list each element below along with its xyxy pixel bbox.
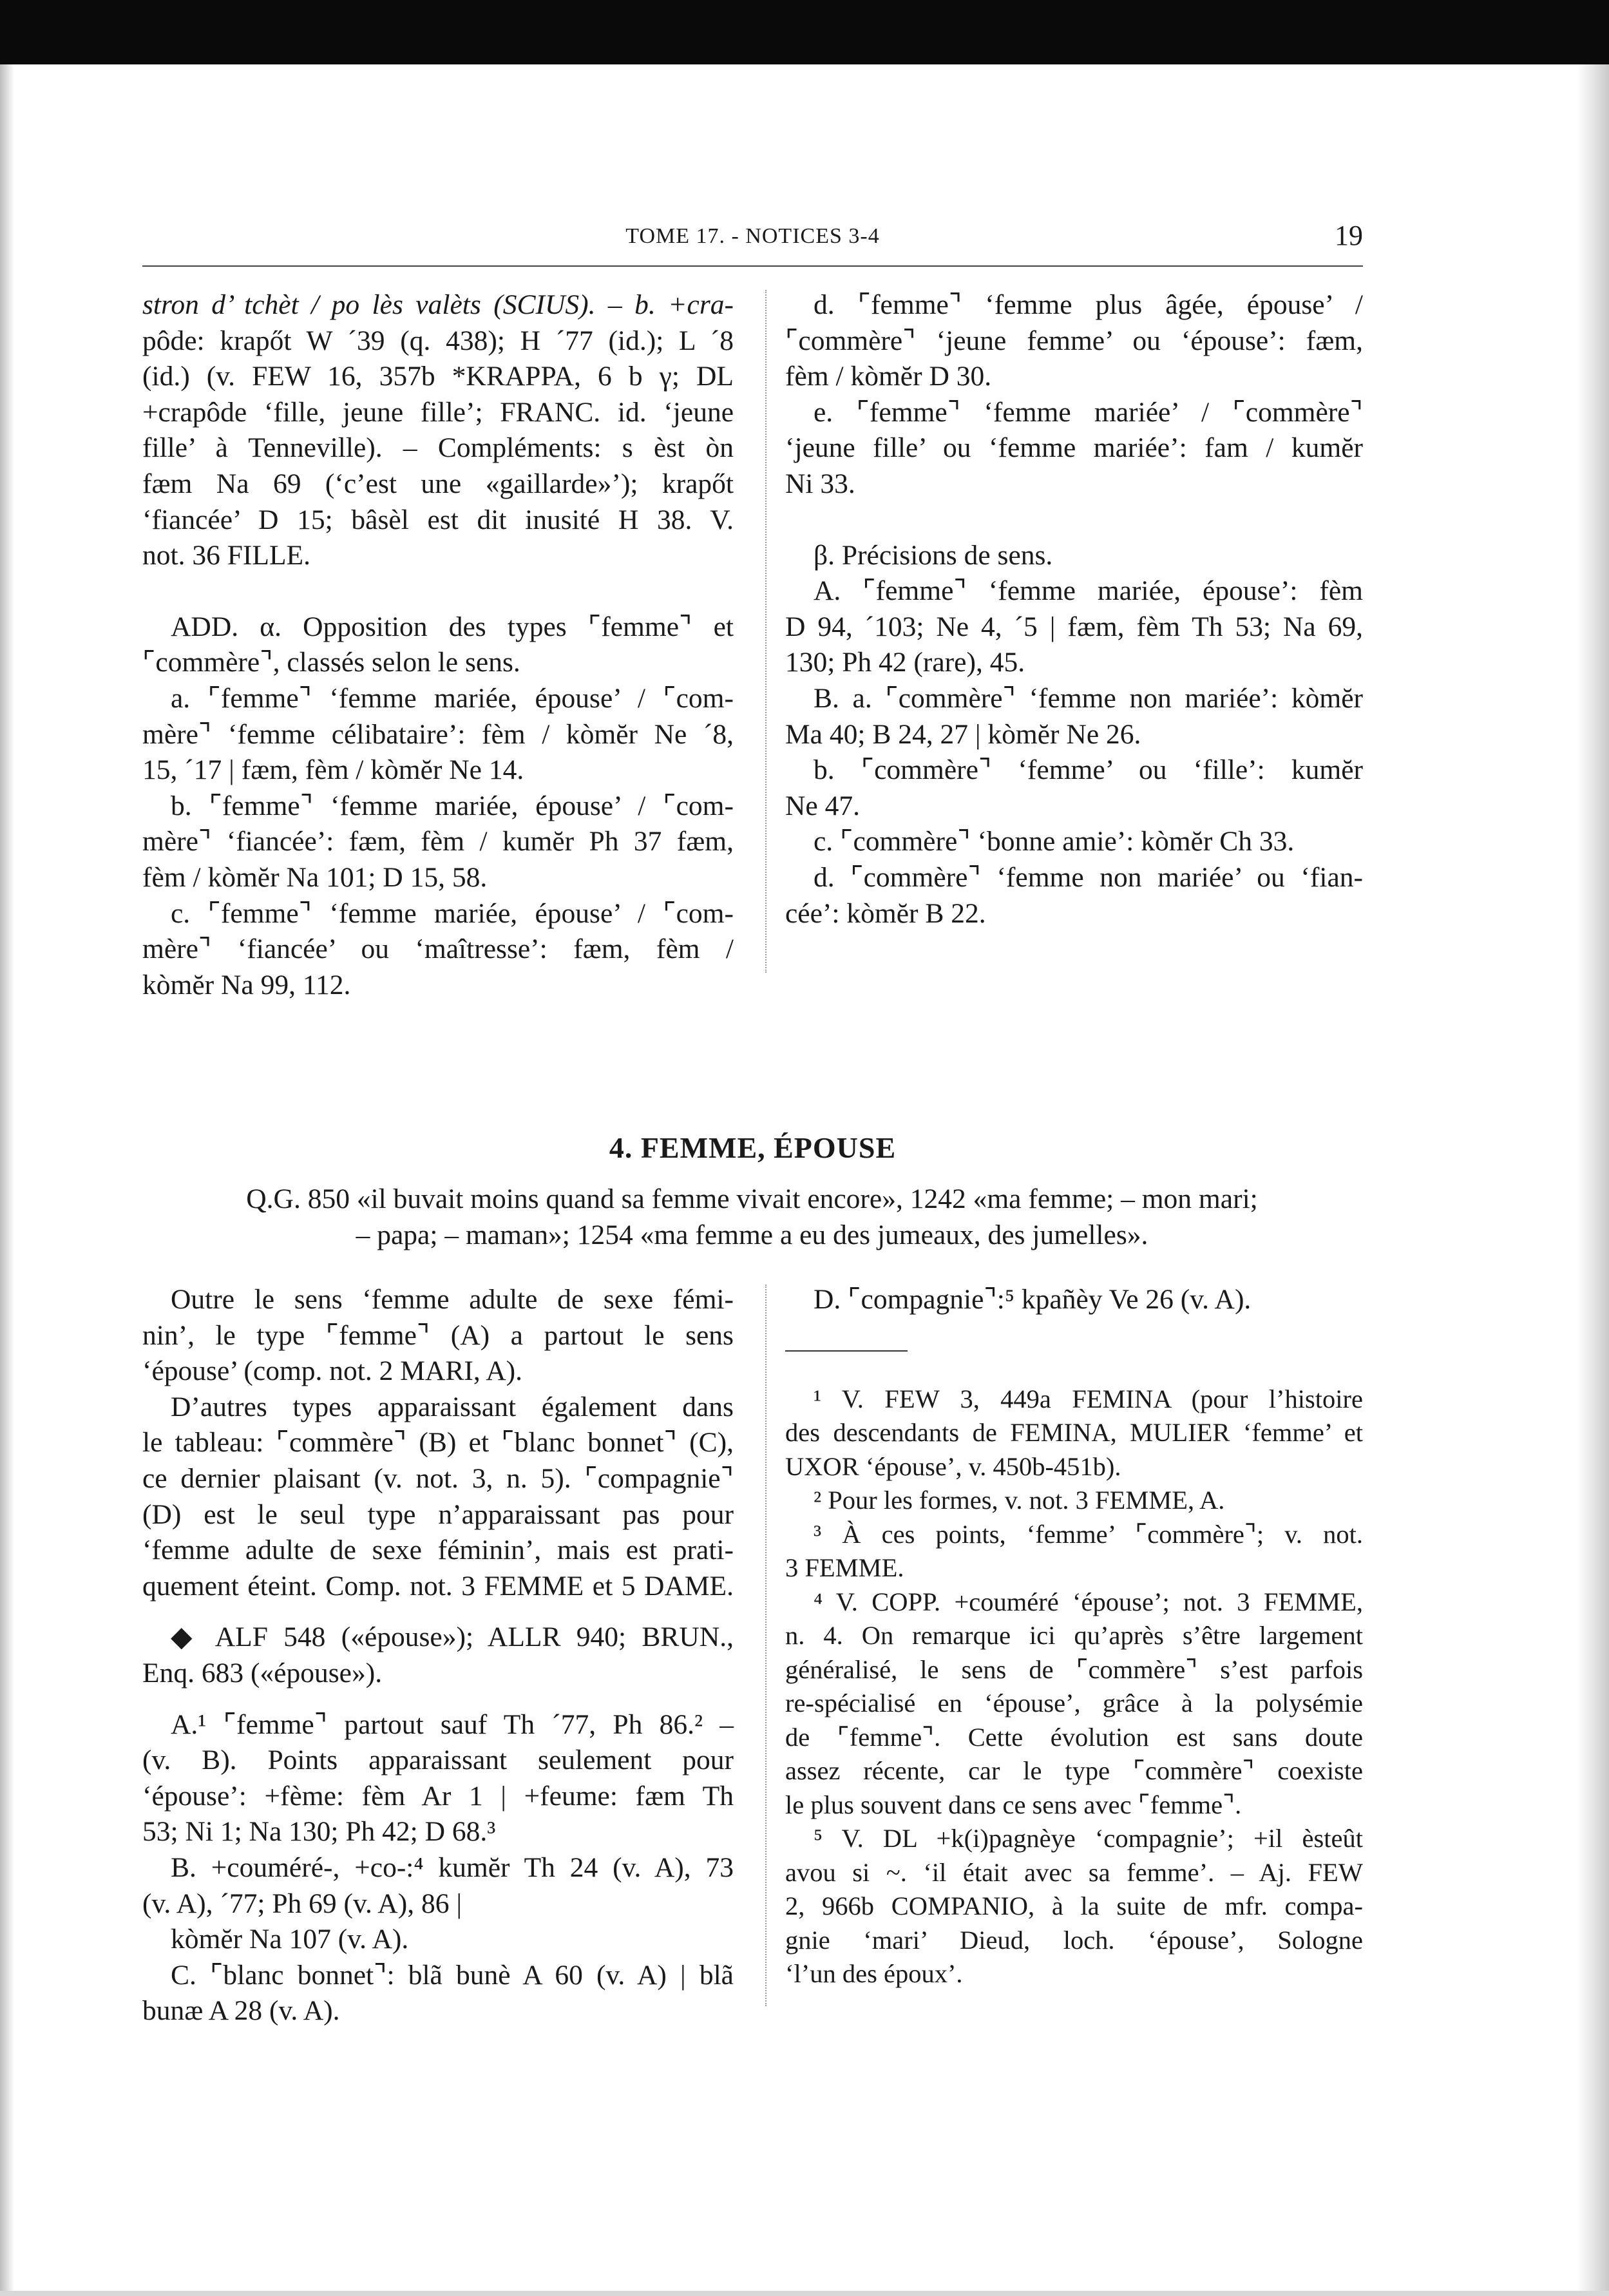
text-line: a. ⌜femme⌝ ‘femme mariée, épouse’ / ⌜com- — [171, 682, 734, 714]
footnote-line: des descendants de FEMINA, MULIER ‘femme’ et — [785, 1418, 1363, 1448]
text-line — [142, 574, 734, 609]
text-line: β. Précisions de sens. — [814, 539, 1053, 571]
text-line — [785, 502, 1363, 538]
footnotes — [785, 1382, 1363, 1991]
text-line: A.¹ ⌜femme⌝ partout sauf Th ´77, Ph 86.² – — [171, 1708, 734, 1740]
running-title: TOME 17. - NOTICES 3-4 — [625, 224, 880, 248]
text-line: cée’: kòmĕr B 22. — [785, 897, 986, 929]
text-line: fèm / kòmĕr D 30. — [785, 361, 992, 392]
text-line: Ma 40; B 24, 27 | kòmĕr Ne 26. — [785, 718, 1141, 750]
text-line: nin’, le type ⌜femme⌝ (A) a partout le sens — [142, 1319, 734, 1351]
scan-bottom-edge — [0, 2291, 1609, 2296]
text-line — [142, 1604, 734, 1620]
text-line: kòmĕr Na 99, 112. — [142, 969, 351, 1000]
text-line: stron d’ tchèt / po lès valèts (SCIUS). – b. +cra- — [142, 289, 734, 320]
scan-top-border — [0, 0, 1609, 64]
footnote-line: ² Pour les formes, v. not. 3 FEMME, A. — [814, 1486, 1225, 1515]
text-line: e. ⌜femme⌝ ‘femme mariée’ / ⌜commère⌝ — [814, 396, 1363, 428]
text-line: mère⌝ ‘fiancée’ ou ‘maîtresse’: fæm, fèm / — [142, 933, 734, 965]
text-line: ⌜commère⌝, classés selon le sens. — [142, 647, 520, 678]
text-line: Enq. 683 («épouse»). — [142, 1657, 383, 1689]
text-line: C. ⌜blanc bonnet⌝: blã bunè A 60 (v. A) | blã — [171, 1959, 734, 1991]
text-line: Ni 33. — [785, 468, 855, 499]
text-line: pôde: krapőt W ´39 (q. 438); H ´77 (id.); L ´8 — [142, 325, 734, 356]
text-line: ◆ ALF 548 («épouse»); ALLR 940; BRUN., — [171, 1622, 734, 1653]
footnote-line: le plus souvent dans ce sens avec ⌜femme⌝. — [785, 1790, 1242, 1819]
text-line: c. ⌜femme⌝ ‘femme mariée, épouse’ / ⌜com- — [171, 897, 734, 929]
footnote-line: 2, 966b COMPANIO, à la suite de mfr. compa- — [785, 1891, 1363, 1921]
page-number: 19 — [1335, 220, 1363, 251]
text-line: ‘femme adulte de sexe féminin’, mais est prati- — [142, 1535, 734, 1566]
scan-left-edge — [0, 64, 14, 2296]
footnote-line: re-spécialisé en ‘épouse’, grâce à la polysémie — [785, 1689, 1363, 1718]
text-line: not. 36 FILLE. — [142, 540, 310, 571]
footnote-line: UXOR ‘épouse’, v. 450b-451b). — [785, 1451, 1121, 1481]
text-line: (id.) (v. FEW 16, 357b *KRAPPA, 6 b γ; DL — [142, 361, 734, 392]
text-line: ⌜commère⌝ ‘jeune femme’ ou ‘épouse’: fæm, — [785, 325, 1363, 356]
text-line: fæm Na 69 (‘c’est une «gaillarde»’); krapőt — [142, 468, 734, 499]
text-line: ce dernier plaisant (v. not. 3, n. 5). ⌜compagnie⌝ — [142, 1462, 734, 1494]
text-line: 53; Ni 1; Na 130; Ph 42; D 68.³ — [142, 1816, 496, 1848]
column-divider-bottom — [765, 1285, 766, 2006]
scan-right-edge — [1577, 64, 1609, 2296]
text-line: A. ⌜femme⌝ ‘femme mariée, épouse’: fèm — [814, 575, 1363, 607]
text-line: Ne 47. — [785, 790, 860, 821]
text-line: d. ⌜femme⌝ ‘femme plus âgée, épouse’ / — [814, 289, 1363, 320]
text-line: c. ⌜commère⌝ ‘bonne amie’: kòmĕr Ch 33. — [814, 826, 1295, 857]
page-header — [142, 219, 1363, 265]
footnote-line: n. 4. On remarque ici qu’après s’être largement — [785, 1621, 1363, 1650]
text-line: fèm / kòmĕr Na 101; D 15, 58. — [142, 861, 488, 893]
text-line: (D) est le seul type n’apparaissant pas pour — [142, 1498, 734, 1530]
header-rule — [142, 265, 1363, 267]
footnote-line: généralisé, le sens de ⌜commère⌝ s’est parfois — [785, 1654, 1363, 1684]
footnote-line: de ⌜femme⌝. Cette évolution est sans doute — [785, 1722, 1363, 1752]
text-line: Outre le sens ‘femme adulte de sexe fémi- — [171, 1284, 734, 1315]
text-line: ADD. α. Opposition des types ⌜femme⌝ et — [171, 611, 734, 642]
text-line: 130; Ph 42 (rare), 45. — [785, 647, 1025, 678]
top-right-column — [785, 287, 1363, 932]
text-line: ‘épouse’: +fème: fèm Ar 1 | +feume: fæm Th — [142, 1780, 734, 1812]
section-title: 4. FEMME, ÉPOUSE — [609, 1131, 897, 1164]
text-line: (v. B). Points apparaissant seulement pour — [142, 1745, 734, 1776]
footnote-line: 3 FEMME. — [785, 1553, 904, 1583]
text-line: D’autres types apparaissant également dans — [171, 1391, 734, 1422]
text-line: B. +couméré-, +co-:⁴ kumĕr Th 24 (v. A), 73 — [171, 1851, 734, 1883]
footnote-line: ¹ V. FEW 3, 449a FEMINA (pour l’histoire — [814, 1384, 1363, 1413]
qg-references — [155, 1181, 1349, 1253]
text-line: kòmĕr Na 107 (v. A). — [171, 1924, 409, 1955]
footnote-line: avou si ~. ‘il était avec sa femme’. – Aj. FEW — [785, 1857, 1363, 1887]
text-line: B. a. ⌜commère⌝ ‘femme non mariée’: kòmĕr — [814, 682, 1363, 714]
qg-line-2: – papa; – maman»; 1254 «ma femme a eu des jumeaux, des jumelles». — [356, 1219, 1148, 1250]
text-line: ‘jeune fille’ ou ‘femme mariée’: fam / kumĕr — [785, 432, 1363, 464]
type-d-paragraph: D. ⌜compagnie⌝:⁵ kpañèy Ve 26 (v. A). — [814, 1284, 1252, 1315]
text-line: D 94, ´103; Ne 4, ´5 | fæm, fèm Th 53; Na 69, — [785, 611, 1363, 642]
qg-line-1: Q.G. 850 «il buvait moins quand sa femme vivait encore», 1242 «ma femme; – mon mari; — [246, 1183, 1258, 1214]
footnote-rule — [785, 1350, 908, 1352]
bottom-right-column — [785, 1282, 1363, 1991]
text-line: 15, ´17 | fæm, fèm / kòmĕr Ne 14. — [142, 754, 524, 786]
text-line: b. ⌜commère⌝ ‘femme’ ou ‘fille’: kumĕr — [814, 754, 1363, 786]
text-line: +crapôde ‘fille, jeune fille’; FRANC. id. ‘jeune — [142, 396, 734, 428]
text-line: fille’ à Tenneville). – Compléments: s èst òn — [142, 432, 734, 464]
footnote-line: ⁴ V. COPP. +couméré ‘épouse’; not. 3 FEMME, — [814, 1587, 1363, 1616]
text-line: bunæ A 28 (v. A). — [142, 1995, 340, 2027]
footnote-line: ⁵ V. DL +k(i)pagnèye ‘compagnie’; +il èsteût — [814, 1824, 1363, 1853]
text-line — [142, 1692, 734, 1707]
footnote-line: gnie ‘mari’ Dieud, loch. ‘épouse’, Sologne — [785, 1925, 1363, 1955]
top-left-column — [142, 287, 734, 1003]
footnote-line: assez récente, car le type ⌜commère⌝ coexiste — [785, 1756, 1363, 1786]
text-line: (v. A), ´77; Ph 69 (v. A), 86 | — [142, 1888, 462, 1919]
text-line: le tableau: ⌜commère⌝ (B) et ⌜blanc bonnet⌝ (C), — [142, 1427, 734, 1459]
text-line: mère⌝ ‘femme célibataire’: fèm / kòmĕr Ne ´8, — [142, 718, 734, 750]
text-line: b. ⌜femme⌝ ‘femme mariée, épouse’ / ⌜com- — [171, 790, 734, 821]
footnote-line: ‘l’un des époux’. — [785, 1959, 963, 1989]
text-line: quement éteint. Comp. not. 3 FEMME et 5 DAME. — [142, 1570, 734, 1602]
text-line: d. ⌜commère⌝ ‘femme non mariée’ ou ‘fian- — [814, 861, 1363, 893]
column-divider-top — [765, 290, 766, 973]
text-line: mère⌝ ‘fiancée’: fæm, fèm / kumĕr Ph 37 fæm, — [142, 826, 734, 857]
text-line: ‘épouse’ (comp. not. 2 MARI, A). — [142, 1355, 522, 1387]
text-line: ‘fiancée’ D 15; bâsèl est dit inusité H 38. V. — [142, 504, 734, 535]
bottom-left-column — [142, 1282, 734, 2029]
footnote-line: ³ À ces points, ‘femme’ ⌜commère⌝; v. not. — [814, 1519, 1363, 1549]
